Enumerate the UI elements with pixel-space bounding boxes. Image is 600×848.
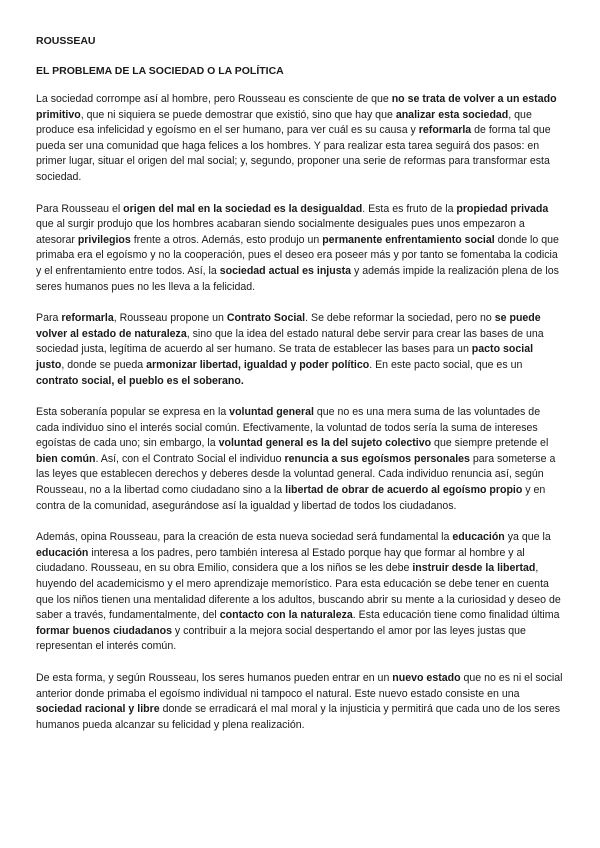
text-run: . Se debe reformar la sociedad, pero no xyxy=(305,312,495,325)
paragraph-general-will xyxy=(36,405,564,514)
text-run: que siempre pretende el xyxy=(431,437,549,450)
bold-run: sociedad racional y libre xyxy=(36,703,160,716)
bold-run: analizar esta sociedad xyxy=(395,108,509,121)
paragraph-new-state xyxy=(36,671,564,733)
text-run: De esta forma, y según Rousseau, los seres humanos pueden entrar en un xyxy=(36,672,393,684)
bold-run: privilegios xyxy=(77,233,131,246)
text-run: que no es ni el social anterior donde primaba el egoísmo individual ni tampoco el natural. Este nuevo estado consiste en una xyxy=(36,672,563,700)
bold-run: propiedad privada xyxy=(456,202,549,215)
bold-run: sociedad actual es injusta xyxy=(219,264,352,277)
text-run: La sociedad corrompe así al hombre, pero Rousseau es consciente de que xyxy=(36,93,392,105)
text-run: , donde se pueda xyxy=(61,358,147,371)
bold-run: educación xyxy=(452,531,505,544)
text-run: donde se erradicará el mal moral y la injusticia y permitirá que cada uno de los seres humanos pueda alcanzar su felicidad y plena realización. xyxy=(36,703,561,731)
text-run: para someterse a las leyes que establecen derechos y deberes desde la voluntad general. Cada individuo renuncia así, según Rousseau, no a la libertad como ciudadano sino a la xyxy=(36,452,556,497)
text-run: , que ni siquiera se puede demostrar que existió, sino que hay que xyxy=(80,108,396,121)
bold-run: Contrato Social xyxy=(226,312,306,325)
bold-run: nuevo estado xyxy=(392,672,461,684)
text-run: que al surgir produjo que los hombres acabaran siendo socialmente desiguales pues unos empezaron a atesorar xyxy=(36,218,525,246)
bold-run: formar buenos ciudadanos xyxy=(36,624,172,637)
paragraph-education xyxy=(36,530,564,655)
text-run: . Esta es fruto de la xyxy=(362,202,457,215)
text-run: . Así, con el Contrato Social el individuo xyxy=(95,452,285,465)
document-title: ROUSSEAU xyxy=(36,35,96,47)
text-run: , sino que la idea del estado natural debe servir para crear las bases de una sociedad justa, legítima de acuerdo al ser humano. Se trata de establecer las bases para un xyxy=(36,327,544,356)
text-run: y contribuir a la mejora social despertando el amor por las leyes justas que representan el interés común. xyxy=(36,624,526,653)
bold-run: reformarla xyxy=(61,312,114,325)
text-run: frente a otros. Además, esto produjo un xyxy=(130,233,323,246)
bold-run: se puede volver al estado de naturaleza xyxy=(36,312,541,340)
bold-run: voluntad general xyxy=(229,406,314,419)
text-run: y además impide la realización plena de los seres humanos pues no les lleva a la felicidad. xyxy=(36,264,559,293)
text-run: , huyendo del academicismo y el mero aprendizaje memorístico. Para esta educación se debe tener en cuenta que los niños tienen una mentalidad diferente a los adultos, buscando abrir su mente a la curiosidad y deseo de saber a través, fundamentalmente, del xyxy=(36,562,561,622)
bold-run: contacto con la naturaleza xyxy=(219,609,353,622)
text-run: , Rousseau propone un xyxy=(113,312,227,325)
bold-run: instruir desde la libertad xyxy=(412,562,536,575)
text-run: y en contra de la comunidad, asegurándose así la igualdad y libertad de todos los ciudadanos. xyxy=(36,484,546,512)
bold-run: armonizar libertad, igualdad y poder político xyxy=(146,358,370,371)
paragraph-social-contract xyxy=(36,311,564,389)
section-title: EL PROBLEMA DE LA SOCIEDAD O LA POLÍTICA xyxy=(36,65,284,77)
bold-run: libertad de obrar de acuerdo al egoísmo propio xyxy=(285,484,523,497)
text-run: . Esta educación tiene como finalidad última xyxy=(352,609,560,622)
text-run: de forma tal que pueda ser una comunidad que haga felices a los hombres. Y para realizar esta tarea seguirá dos pasos: en primer lugar, situar el origen del mal social; y, segundo, proponer una serie de reformas para transformar esta sociedad. xyxy=(36,124,551,183)
bold-run: bien común xyxy=(36,452,96,465)
bold-run: voluntad general es la del sujeto colectivo xyxy=(218,437,432,450)
bold-run: permanente enfrentamiento social xyxy=(322,233,495,246)
paragraph-origin-of-evil xyxy=(36,202,564,296)
bold-run: pacto social justo xyxy=(36,343,534,371)
text-run: Además, opina Rousseau, para la creación de esta nueva sociedad será fundamental la xyxy=(36,531,453,544)
bold-run: educación xyxy=(36,546,89,559)
bold-run: reformarla xyxy=(418,124,472,137)
bold-run: origen del mal en la sociedad es la desigualdad xyxy=(123,202,363,215)
text-run: Para Rousseau el xyxy=(36,202,124,215)
text-run: . En este pacto social, que es un xyxy=(369,358,523,371)
text-run: Esta soberanía popular se expresa en la xyxy=(36,406,230,419)
bold-run: contrato social, el pueblo es el soberano. xyxy=(36,374,244,387)
text-run: , que produce esa infelicidad y egoísmo en el ser humano, para ver cuál es su causa y xyxy=(36,108,532,137)
text-run: que no es una mera suma de las voluntades de cada individuo sino el interés social común. Efectivamente, la voluntad de todos sería la suma de intereses egoístas de cada uno; sin embargo, la xyxy=(36,406,541,450)
text-run: donde lo que primaba era el egoísmo y no la cooperación, pues el deseo era poseer más y por tanto se fomentaba la codicia y el enfrentamiento entre todos. Así, la xyxy=(36,233,559,277)
bold-run: no se trata de volver a un estado primitivo xyxy=(36,93,557,121)
text-run: interesa a los padres, pero también interesa al Estado porque hay que formar al hombre y al ciudadano. Rousseau, en su obra Emilio, considera que a los niños se les debe xyxy=(36,546,525,575)
text-run: ya que la xyxy=(504,531,551,544)
bold-run: renuncia a sus egoísmos personales xyxy=(284,452,470,465)
paragraph-intro xyxy=(36,92,564,186)
text-run: Para xyxy=(36,312,62,325)
